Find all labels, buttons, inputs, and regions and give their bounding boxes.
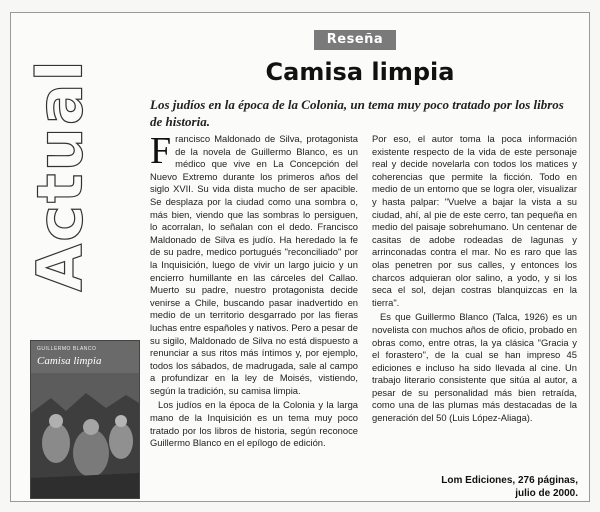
- book-cover-title: Camisa limpia: [37, 355, 102, 367]
- paragraph-4: Es que Guillermo Blanco (Talca, 1926) es un novelista con muchos años de oficio, probado en obras como, entre otras, la ya clásica "Gracia y el forastero", de la cual se han impreso 45 ediciones e incluso ha sido llevada al cine. Un trabajo literario consistente que sitúa al autor, a pesar de su personalidad más bien retraída, como una de las plumas más destacadas de la generación del 50 (Luis López-Aliaga).: [372, 311, 577, 424]
- paragraph-3: Por eso, el autor toma la poca información existente respecto de la vida de este personaje real y decide novelarla con todos los matices y coherencias que permite la ficción. Todo en medio de un entorno que se logra oler, visualizar y hasta palpar: "Vuelve a bajar la vista a su ciudad, ahí, al pie de este cerro, tan pequeña en medio del paisaje sobrehumano. Un centenar de casitas de adobe rodeadas de lagunas y arrinconadas contra el mar. No es raro que las olas penetren por sus calles, y entonces los charcos adquieran olor salino, a yodo, y si los seca el sol, dejan costras blanquizcas en la tierra".: [372, 133, 577, 308]
- section-badge: Reseña: [314, 30, 396, 50]
- publication-credit: [420, 474, 578, 500]
- article-column-1: [150, 130, 358, 452]
- paragraph-1-text: rancisco Maldonado de Silva, protagonista de la novela de Guillermo Blanco, es un médico que vive en La Concepción del Nuevo Extremo durante los primeros años del siglo XVII. Su vida dista mucho de ser apacible. Se desplaza por la ciudad como una sombra o, más bien, viendo que las sombras lo persiguen, lo acorralan, lo señalan con el dedo. Francisco Maldonado de Silva es judío. Ha heredado la fe de su padre, medico portugués "reconciliado" por la Inquisición, luego de vivir un largo juicio y un encierro humillante en las cárceles del Callao. Muerto su padre, nuestro protagonista decide venirse a Chile, buscando pasar inadvertido en medio de un territorio desgarrado por las fieras luchas entre españoles y nativos. Pero a pesar de su sigilo, Maldonado de Silva no está dispuesto a renunciar a sus ritos más íntimos y, por ejemplo, todos los sábados, de madrugada, sale al campo a profundizar en la ley de Moisés, vistiendo, según la tradición, su camisa limpia.: [150, 133, 358, 396]
- book-cover-author: GUILLERMO BLANCO: [37, 346, 97, 352]
- paragraph-1: [150, 130, 358, 397]
- credit-line-1: Lom Ediciones, 276 páginas,: [441, 475, 578, 486]
- book-cover-illustration: [31, 373, 139, 498]
- article-column-2: [372, 133, 577, 427]
- credit-line-2: julio de 2000.: [515, 488, 578, 499]
- vertical-section-label: [23, 40, 97, 310]
- book-cover-image: [30, 340, 140, 499]
- article-subtitle: Los judíos en la época de la Colonia, un tema muy poco tratado por los libros de historia.: [150, 97, 564, 129]
- article-title: Camisa limpia: [265, 58, 455, 86]
- vertical-label-text: Actual: [23, 58, 97, 292]
- paragraph-2: Los judíos en la época de la Colonia y la larga mano de la Inquisición es un tema muy poco tratado por los libros de historia, según reconoce Guillermo Blanco en el epílogo de edición.: [150, 399, 358, 449]
- drop-cap: F: [150, 130, 172, 172]
